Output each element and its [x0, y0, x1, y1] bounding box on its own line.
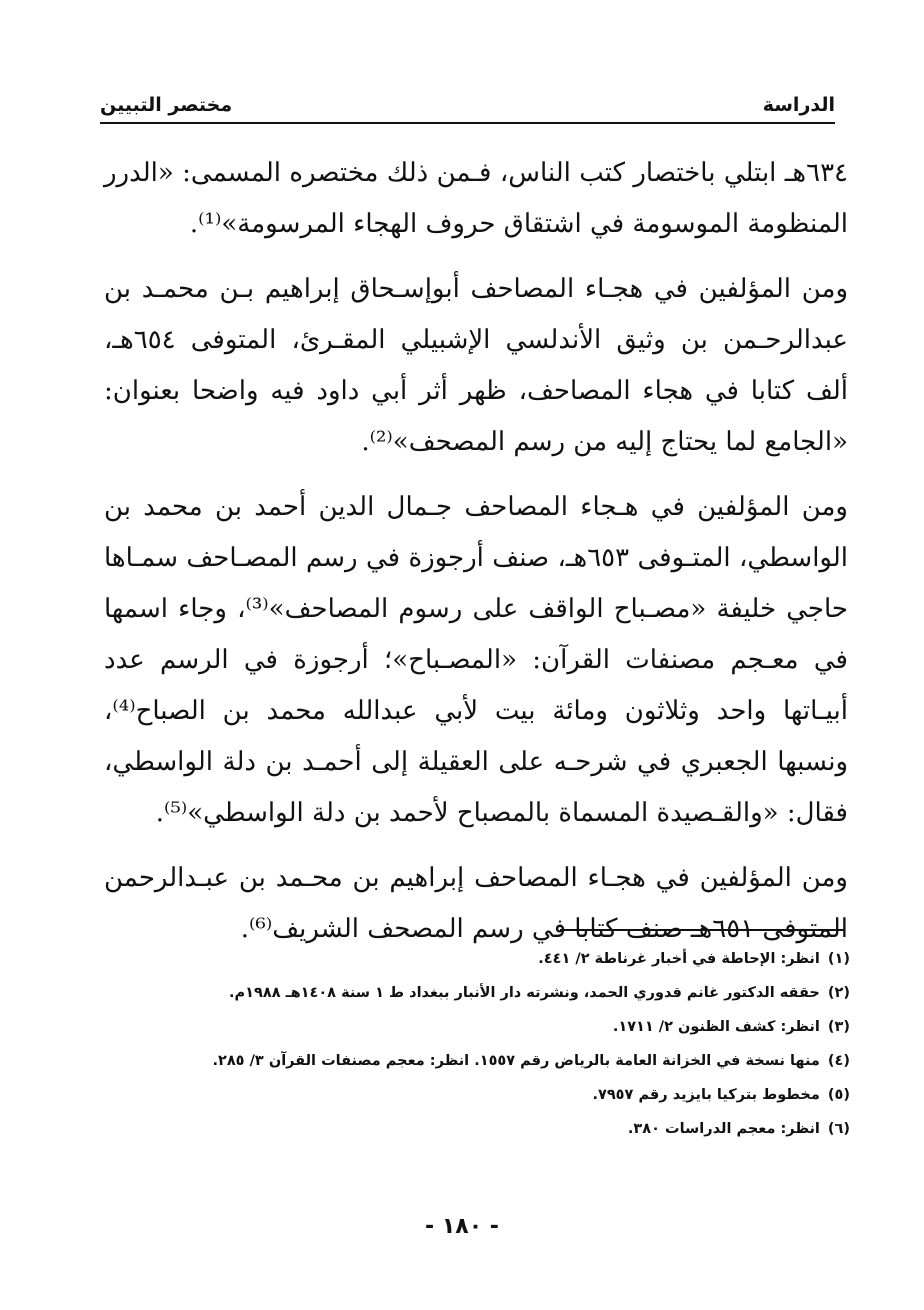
footnotes-list: [150, 942, 850, 1146]
footnote-item: [150, 1112, 850, 1146]
footnote-text: انظر: الإحاطة في أخبار غرناطة ٢/ ٤٤١.: [538, 951, 820, 967]
footnote-mark: (٤): [827, 1053, 850, 1069]
footnote-divider: [560, 929, 845, 931]
footnote-item: [150, 976, 850, 1010]
page-number: - ١٨٠ -: [425, 1214, 499, 1239]
paragraph: ومن المؤلفين في هجـاء المصاحف أبوإسـحاق إبراهيم بـن محمـد بن عبدالرحـمن بن وثيق الأندلسي الإشبيلي المقـرئ، المتوفى ٦٥٤هـ، ألف كتابا في هجاء المصاحف، ظهر أثر أبي داود فيه واضحا بعنوان: «الجامع لما يحتاج إليه من رسم المصحف»⁽²⁾.: [104, 274, 848, 457]
footnote-mark: (٢): [827, 985, 850, 1001]
footnote-text: مخطوط بتركيا بايزيد رقم ٧٩٥٧.: [592, 1087, 820, 1103]
paragraph: ومن المؤلفين في هجـاء المصاحف إبراهيم بن محـمد بن عبـدالرحمن المتوفى ٦٥١هـ صنف كتابا في رسم المصحف الشريف⁽⁶⁾.: [104, 863, 848, 944]
header-book-title: مختصر التبيين: [100, 94, 233, 116]
header-section-title: الدراسة: [762, 94, 835, 116]
footnote-item: [150, 1078, 850, 1112]
footnote-item: [150, 942, 850, 976]
footnote-text: انظر: معجم الدراسات ٣٨٠.: [627, 1121, 820, 1137]
main-text: [104, 148, 848, 969]
footnote-text: منها نسخة في الخزانة العامة بالرياض رقم ١٥٥٧. انظر: معجم مصنفات القرآن ٣/ ٢٨٥.: [212, 1053, 820, 1069]
footnote-text: حققه الدكتور غانم قدوري الحمد، ونشرته دار الأنبار ببغداد ط ١ سنة ١٤٠٨هـ ١٩٨٨م.: [229, 985, 820, 1001]
footnote-text: انظر: كشف الظنون ٢/ ١٧١١.: [612, 1019, 820, 1035]
footnote-mark: (٦): [827, 1121, 850, 1137]
paragraph: ٦٣٤هـ ابتلي باختصار كتب الناس، فـمن ذلك مختصره المسمى: «الدرر المنظومة الموسومة في اشتقاق حروف الهجاء المرسومة»⁽¹⁾.: [104, 158, 849, 239]
footnote-item: [150, 1010, 850, 1044]
footnote-mark: (١): [827, 951, 850, 967]
paragraph: ومن المؤلفين في هـجاء المصاحف جـمال الدين أحمد بن محمد بن الواسطي، المتـوفى ٦٥٣هـ، صنف أرجوزة في رسم المصـاحف سمـاها حاجي خليفة «مصـباح الواقف على رسوم المصاحف»⁽³⁾، وجاء اسمها في معـجم مصنفات القرآن: «المصـباح»؛ أرجوزة في الرسم عدد أبيـاتها واحد وثلاثون ومائة بيت لأبي عبدالله محمد بن الصباح⁽⁴⁾، ونسبها الجعبري في شرحـه على العقيلة إلى أحمـد بن دلة الواسطي، فقال: «والقـصيدة المسماة بالمصباح لأحمد بن دلة الواسطي»⁽⁵⁾.: [104, 492, 848, 828]
footnote-mark: (٣): [827, 1019, 850, 1035]
running-header: [100, 84, 835, 124]
footnote-item: [150, 1044, 850, 1078]
footnote-mark: (٥): [827, 1087, 850, 1103]
